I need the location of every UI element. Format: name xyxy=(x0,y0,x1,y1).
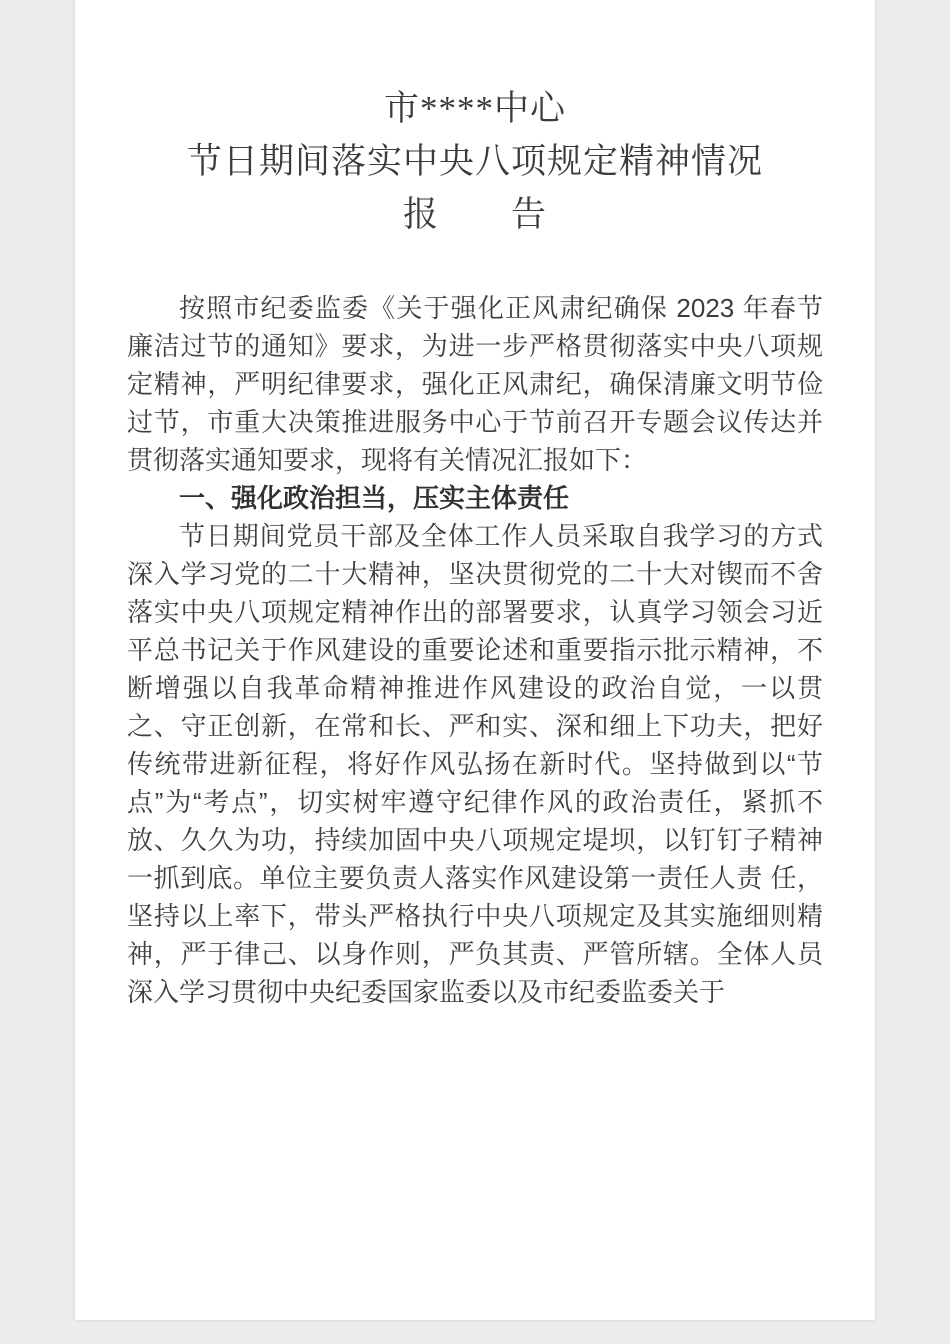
document-page xyxy=(75,0,875,1320)
paragraph-intro: 按照市纪委监委《关于强化正风肃纪确保 2023 年春节廉洁过节的通知》要求，为进一步严格贯彻落实中央八项规定精神，严明纪律要求，强化正风肃纪，确保清廉文明节俭过节，市重大决策推进服务中心于节前召开专题会议传达并贯彻落实通知要求，现将有关情况汇报如下： xyxy=(127,293,823,475)
title-line-subject: 节日期间落实中央八项规定精神情况 xyxy=(186,142,763,181)
document-title xyxy=(127,82,823,241)
title-line-report: 报 告 xyxy=(402,195,547,234)
title-line-organization: 市****中心 xyxy=(383,89,566,128)
paragraph-section-1-body: 节日期间党员干部及全体工作人员采取自我学习的方式深入学习党的二十大精神，坚决贯彻党的二十大对锲而不舍落实中央八项规定精神作出的部署要求，认真学习领会习近平总书记关于作风建设的重要论述和重要指示批示精神，不断增强以自我革命精神推进作风建设的政治自觉，一以贯之、守正创新，在常和长、严和实、深和细上下功夫，把好传统带进新征程，将好作风弘扬在新时代。坚持做到以“节点”为“考点”，切实树牢遵守纪律作风的政治责任，紧抓不放、久久为功，持续加固中央八项规定堤坝，以钉钉子精神一抓到底。单位主要负责人落实作风建设第一责任人责 任，坚持以上率下，带头严格执行中央八项规定及其实施细则精神，严于律己、以身作则，严负其责、严管所辖。全体人员深入学习贯彻中央纪委国家监委以及市纪委监委关于 xyxy=(127,521,823,1007)
section-heading-1: 一、强化政治担当，压实主体责任 xyxy=(179,483,570,513)
document-body xyxy=(127,289,823,1011)
